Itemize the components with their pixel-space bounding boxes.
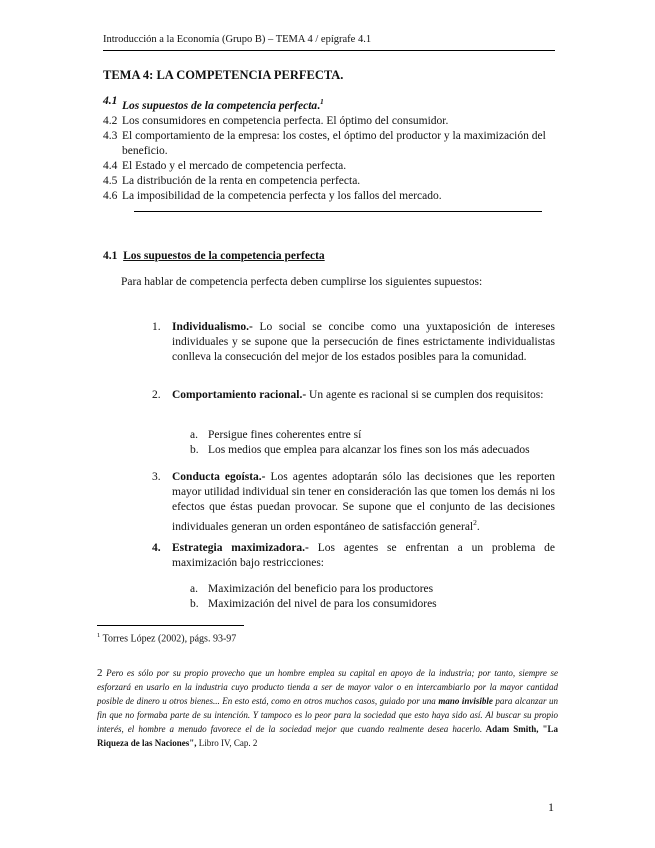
section-number: 4.1 bbox=[103, 250, 118, 262]
footnote-source-tail: Libro IV, Cap. 2 bbox=[196, 738, 258, 748]
item-term: Conducta egoísta.- bbox=[172, 471, 266, 483]
footnote-mark: 2 bbox=[97, 667, 103, 679]
assumption-item bbox=[152, 470, 555, 535]
sub-text: Persigue fines coherentes entre sí bbox=[208, 429, 362, 441]
sub-item bbox=[190, 443, 530, 458]
footnote-text: Torres López (2002), págs. 93-97 bbox=[100, 633, 237, 645]
item-text: Los agentes se enfrentan a un problema de maximización bajo restricciones: bbox=[172, 542, 555, 569]
sub-text: Maximización del beneficio para los productores bbox=[208, 583, 434, 595]
intro-paragraph: Para hablar de competencia perfecta deben cumplirse los siguientes supuestos: bbox=[121, 276, 483, 288]
item-text: Los agentes adoptarán sólo las decisiones que les reporten mayor utilidad individual sin tener en consideración las que tomen los demás ni los efectos que éstas puedan provocar. Se supone que el conjunto de las decisiones individuales generan un orden espontáneo de satisfacción general bbox=[172, 471, 555, 533]
footnote-text: Pero es sólo por su propio provecho que un hombre emplea su capital en apoyo de la industria; por tanto, siempre se esforzará en usarlo en la industria cuyo producto tienda a ser de mayor valor o en intercambiarlo por la mayor cantidad posible de dinero u otros bienes... En esto está, como en otros muchos casos, guiado por una bbox=[97, 668, 558, 706]
sub-item bbox=[190, 597, 437, 612]
assumption-item bbox=[152, 320, 555, 365]
footnote-ref[interactable]: 1 bbox=[320, 97, 324, 106]
toc-num: 4.4 bbox=[103, 159, 118, 172]
toc-item bbox=[103, 174, 558, 189]
item-number: 4. bbox=[152, 542, 161, 554]
toc-text: Los supuestos de la competencia perfecta bbox=[122, 99, 318, 112]
item-number: 2. bbox=[152, 389, 161, 401]
sub-text: Maximización del nivel de para los consumidores bbox=[208, 598, 437, 610]
toc-item bbox=[103, 94, 558, 114]
section-heading bbox=[103, 250, 325, 262]
page-header: Introducción a la Economía (Grupo B) – TEMA 4 / epígrafe 4.1 bbox=[103, 34, 372, 45]
footnote-ref[interactable]: 2 bbox=[473, 518, 477, 527]
sub-letter: a. bbox=[190, 583, 198, 595]
assumption-item bbox=[152, 388, 555, 403]
section-divider bbox=[134, 211, 542, 212]
sub-list bbox=[190, 582, 437, 612]
page-number: 1 bbox=[548, 800, 554, 814]
sub-text: Los medios que emplea para alcanzar los fines son los más adecuados bbox=[208, 444, 530, 456]
toc-item bbox=[103, 129, 558, 159]
toc-num: 4.2 bbox=[103, 114, 118, 127]
item-text: Lo social se concibe como una yuxtaposición de intereses individuales y se supone que la persecución de fines estrictamente individualistas conlleva la consecución del mejor de los estados posibles para la comunidad. bbox=[172, 321, 555, 363]
footnote-source: Adam Smith, "La Riqueza de las Naciones", bbox=[97, 724, 558, 748]
item-term: Comportamiento racional.- bbox=[172, 389, 307, 401]
sub-letter: b. bbox=[190, 444, 199, 456]
page-title: TEMA 4: LA COMPETENCIA PERFECTA. bbox=[103, 68, 344, 82]
footnote-mark: 1 bbox=[97, 632, 101, 639]
toc-num: 4.6 bbox=[103, 189, 118, 202]
sub-letter: b. bbox=[190, 598, 199, 610]
toc-item bbox=[103, 159, 558, 174]
footnote-1 bbox=[97, 632, 236, 644]
toc-item bbox=[103, 114, 558, 129]
toc-num: 4.3 bbox=[103, 129, 118, 142]
section-title: Los supuestos de la competencia perfecta bbox=[123, 250, 325, 262]
item-text-tail: . bbox=[476, 520, 480, 533]
toc-text: Los consumidores en competencia perfecta. El óptimo del consumidor. bbox=[122, 114, 449, 127]
toc-num: 4.1 bbox=[103, 95, 118, 107]
sub-item bbox=[190, 582, 437, 597]
toc-dot: . bbox=[317, 99, 321, 112]
toc-text: El Estado y el mercado de competencia perfecta. bbox=[122, 159, 347, 172]
item-text: Un agente es racional si se cumplen dos requisitos: bbox=[306, 389, 544, 401]
sub-item bbox=[190, 428, 530, 443]
item-number: 1. bbox=[152, 321, 161, 333]
item-term: Estrategia maximizadora.- bbox=[172, 542, 309, 554]
toc-text: La imposibilidad de la competencia perfecta y los fallos del mercado. bbox=[122, 189, 442, 202]
table-of-contents bbox=[103, 94, 558, 204]
footnote-text: para alcanzar un fin que no formaba parte de su intención. Y tampoco es lo peor para la sociedad que esto haya sido así. Al buscar su propio interés, el hombre a menudo favorece el de la sociedad mejor que cuando realmente desea hacerlo. bbox=[97, 696, 558, 734]
toc-text: El comportamiento de la empresa: los costes, el óptimo del productor y la maximización del beneficio. bbox=[122, 129, 546, 157]
footnote-2 bbox=[97, 666, 558, 750]
footnote-rule bbox=[97, 625, 244, 626]
sub-letter: a. bbox=[190, 429, 198, 441]
assumption-item bbox=[152, 541, 555, 571]
header-rule bbox=[103, 50, 555, 51]
item-term: Individualismo.- bbox=[172, 321, 253, 333]
footnote-emphasis: mano invisible bbox=[438, 696, 493, 706]
sub-list bbox=[190, 428, 530, 458]
toc-text: La distribución de la renta en competencia perfecta. bbox=[122, 174, 361, 187]
item-number: 3. bbox=[152, 471, 161, 483]
toc-num: 4.5 bbox=[103, 174, 118, 187]
toc-item bbox=[103, 189, 558, 204]
